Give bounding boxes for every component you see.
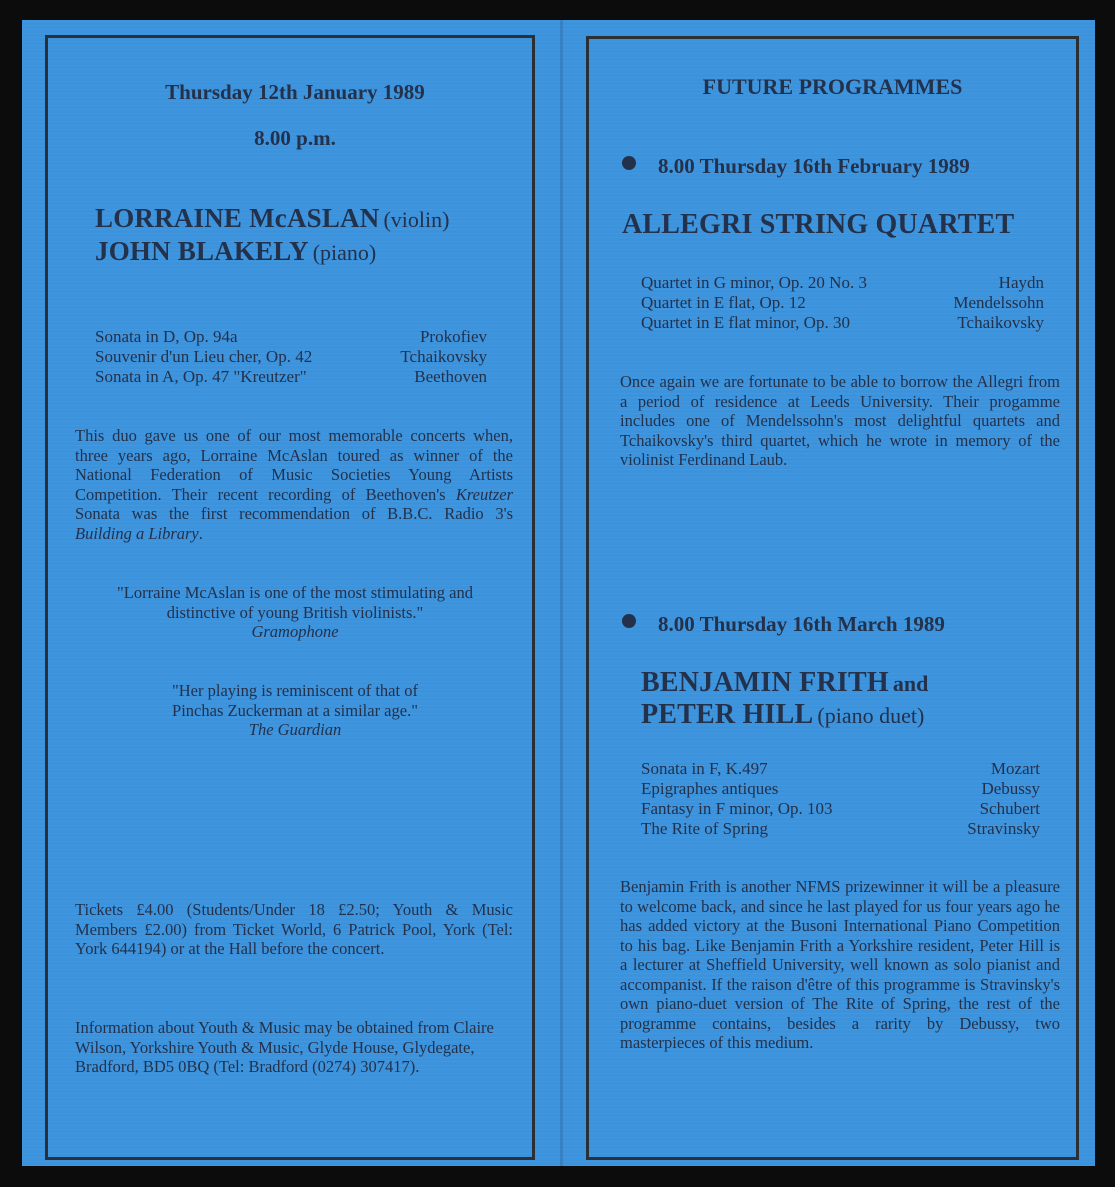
work-title: Sonata in A, Op. 47 "Kreutzer" [95,367,307,386]
composer: Mendelssohn [953,293,1044,312]
work-title: Fantasy in F minor, Op. 103 [641,799,833,818]
work-title: Sonata in F, K.497 [641,759,768,778]
youth-music-info: Information about Youth & Music may be obtained from Claire Wilson, Yorkshire Youth & Music, Glyde House, Glydegate, Bradford, BD5 0BQ (Tel: Bradford (0274) 307417). [75,1018,494,1076]
future-concert-2-date: 8.00 Thursday 16th March 1989 [658,612,945,636]
performer-1 [95,203,449,234]
quote-text: "Lorraine McAslan is one of the most stimulating and distinctive of young British violinists." [117,583,473,622]
programme-item [641,293,1044,313]
work-title: Quartet in G minor, Op. 20 No. 3 [641,273,867,292]
programme-item [641,819,1040,839]
programme-item [641,779,1040,799]
composer: Prokofiev [419,327,487,346]
performer-instrument: (piano duet) [817,703,925,728]
performer-2-instrument: (piano) [312,240,377,265]
quote-text: "Her playing is reminiscent of that of Pinchas Zuckerman at a similar age." [172,681,418,720]
programme-item [641,799,1040,819]
composer: Beethoven [414,367,487,386]
concert-description [75,426,513,543]
review-quote-2 [80,681,510,740]
description-text: . [198,523,203,543]
performer-2-name: JOHN BLAKELY [95,236,309,266]
ticket-info: Tickets £4.00 (Students/Under 18 £2.50; Youth & Music Members £2.00) from Ticket World, 6 Patrick Pool, York (Tel: York 644194) or at the Hall before the concert. [75,900,513,958]
programme-item [95,347,487,367]
composer: Tchaikovsky [400,347,487,366]
composer: Schubert [979,799,1040,818]
performer-2 [95,236,376,267]
bullet-icon [622,614,636,628]
future-concert-2-programme [641,759,1040,839]
composer: Debussy [981,779,1040,798]
description-text: This duo gave us one of our most memorable concerts when, three years ago, Lorraine McAslan toured as winner of the National Federation of Music Societies Young Artists Competition. Their recent recording of Beethoven's [75,426,513,504]
concert-time: 8.00 p.m. [254,126,336,150]
quote-source: Gramophone [251,622,339,641]
composer: Stravinsky [967,819,1040,838]
performer-1-name: LORRAINE McASLAN [95,203,380,233]
work-title: Souvenir d'un Lieu cher, Op. 42 [95,347,313,366]
description-text: Sonata was the first recommendation of B.B.C. Radio 3's [75,504,513,523]
performer-name: BENJAMIN FRITH [641,667,889,698]
work-title: Sonata in D, Op. 94a [95,327,238,346]
future-programmes-heading: FUTURE PROGRAMMES [702,74,963,99]
work-title: Quartet in E flat minor, Op. 30 [641,313,850,332]
conjunction: and [892,671,929,696]
programme-item [641,759,1040,779]
programme-list [95,327,487,387]
future-concert-1-date: 8.00 Thursday 16th February 1989 [658,154,970,178]
programme-item [95,367,487,387]
work-title: Epigraphes antiques [641,779,779,798]
composer: Tchaikovsky [957,313,1044,332]
programme-item [641,313,1044,333]
programme-item [95,327,487,347]
future-concert-1-programme [641,273,1044,333]
future-concert-2-description: Benjamin Frith is another NFMS prizewinner it will be a pleasure to welcome back, and since he last played for us four years ago he has added victory at the Busoni International Piano Competition to his bag. Like Benjamin Frith a Yorkshire resident, Peter Hill is a lecturer at Sheffield University, well known as solo pianist and accompanist. If the raison d'être of this programme is Stravinsky's own piano-duet version of The Rite of Spring, the rest of the programme contains, besides a rarity by Debussy, two masterpieces of this medium. [620,877,1060,1052]
performer-1-instrument: (violin) [383,207,450,232]
work-title: The Rite of Spring [641,819,769,838]
bullet-icon [622,156,636,170]
fold-line [560,20,563,1166]
performer-name: PETER HILL [641,699,814,730]
work-title: Quartet in E flat, Op. 12 [641,293,806,312]
future-concert-2-performer-1 [641,667,928,699]
future-concert-2-performer-2 [641,699,924,731]
concert-date: Thursday 12th January 1989 [165,80,425,104]
description-italic: Kreutzer [455,484,513,504]
future-concert-1-description: Once again we are fortunate to be able to borrow the Allegri from a period of residence at Leeds University. Their progamme includes one of Mendelssohn's most delightful quartets and Tchaikovsky's third quartet, which he wrote in memory of the violinist Ferdinand Laub. [620,372,1060,469]
description-italic: Building a Library [75,523,199,543]
composer: Mozart [990,759,1040,778]
programme-item [641,273,1044,293]
future-concert-1-performer: ALLEGRI STRING QUARTET [622,209,1015,240]
quote-source: The Guardian [248,720,342,739]
review-quote-1 [80,583,510,642]
composer: Haydn [998,273,1044,292]
